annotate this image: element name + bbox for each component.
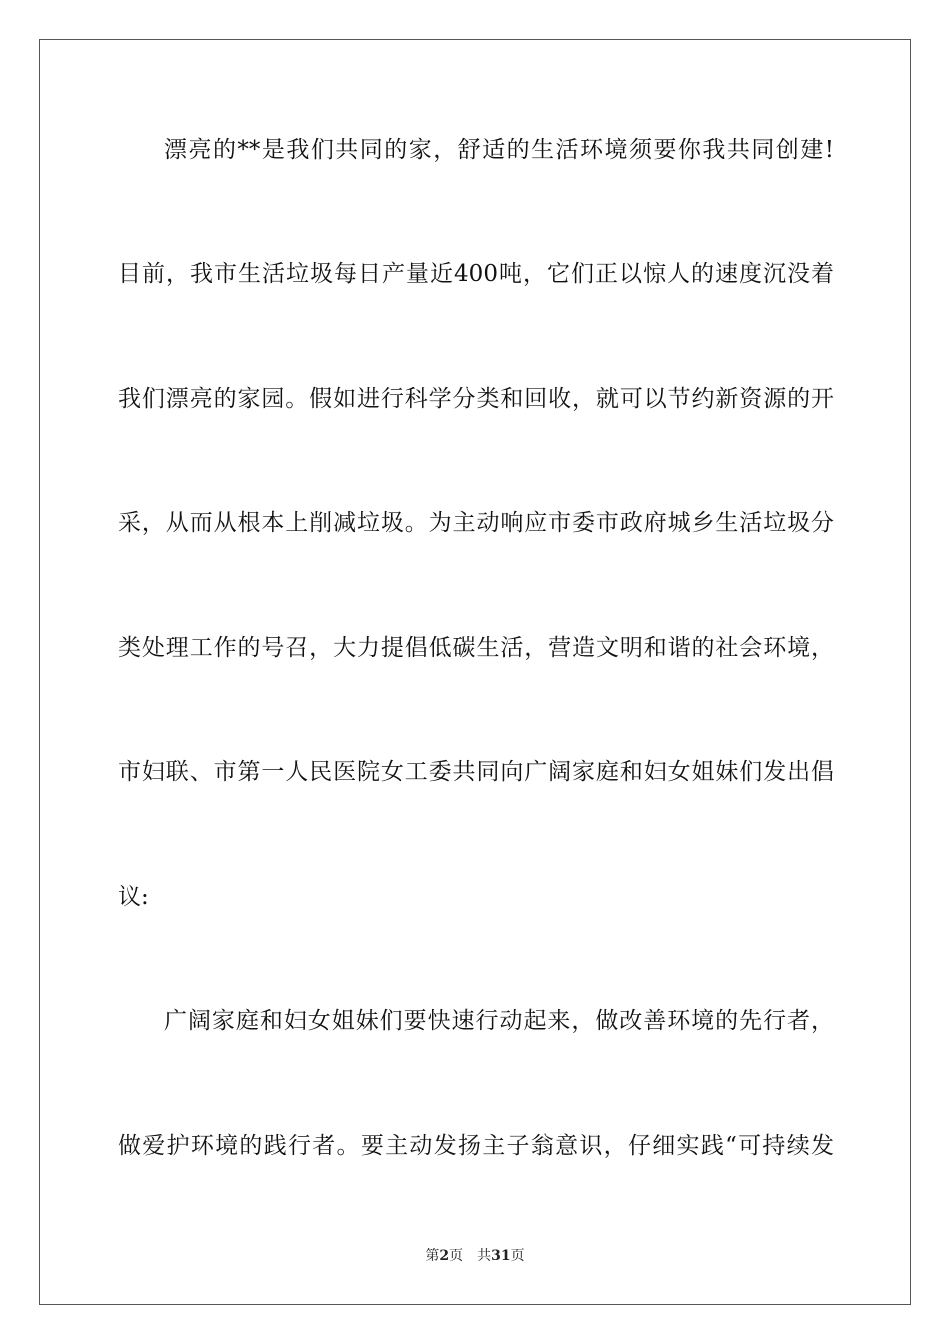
paragraph-line: 广阔家庭和妇女姐妹们要快速行动起来，做改善环境的先行者， bbox=[164, 1008, 834, 1034]
page-border bbox=[39, 39, 911, 1305]
paragraph-line: 漂亮的**是我们共同的家，舒适的生活环境须要你我共同创建! bbox=[164, 137, 834, 163]
page-label-prefix: 第 bbox=[425, 1248, 440, 1264]
page-label-suffix: 页 bbox=[449, 1248, 464, 1264]
paragraph-line: 市妇联、市第一人民医院女工委共同向广阔家庭和妇女姐妹们发出倡 bbox=[118, 759, 834, 785]
paragraph-line: 做爱护环境的践行者。要主动发扬主子翁意识，仔细实践“可持续发 bbox=[118, 1133, 834, 1159]
page-number: 2 bbox=[439, 1248, 450, 1264]
paragraph-line: 我们漂亮的家园。假如进行科学分类和回收，就可以节约新资源的开 bbox=[118, 386, 834, 412]
paragraph-line: 议: bbox=[118, 884, 149, 910]
paragraph-line: 目前，我市生活垃圾每日产量近400吨，它们正以惊人的速度沉没着 bbox=[118, 261, 834, 287]
paragraph-line: 采，从而从根本上削减垃圾。为主动响应市委市政府城乡生活垃圾分 bbox=[118, 510, 834, 536]
total-pages: 31 bbox=[491, 1248, 511, 1264]
page-footer bbox=[0, 1247, 950, 1265]
total-label-prefix: 共 bbox=[477, 1248, 492, 1264]
paragraph-line: 类处理工作的号召，大力提倡低碳生活，营造文明和谐的社会环境， bbox=[118, 635, 834, 661]
total-label-suffix: 页 bbox=[510, 1248, 525, 1264]
